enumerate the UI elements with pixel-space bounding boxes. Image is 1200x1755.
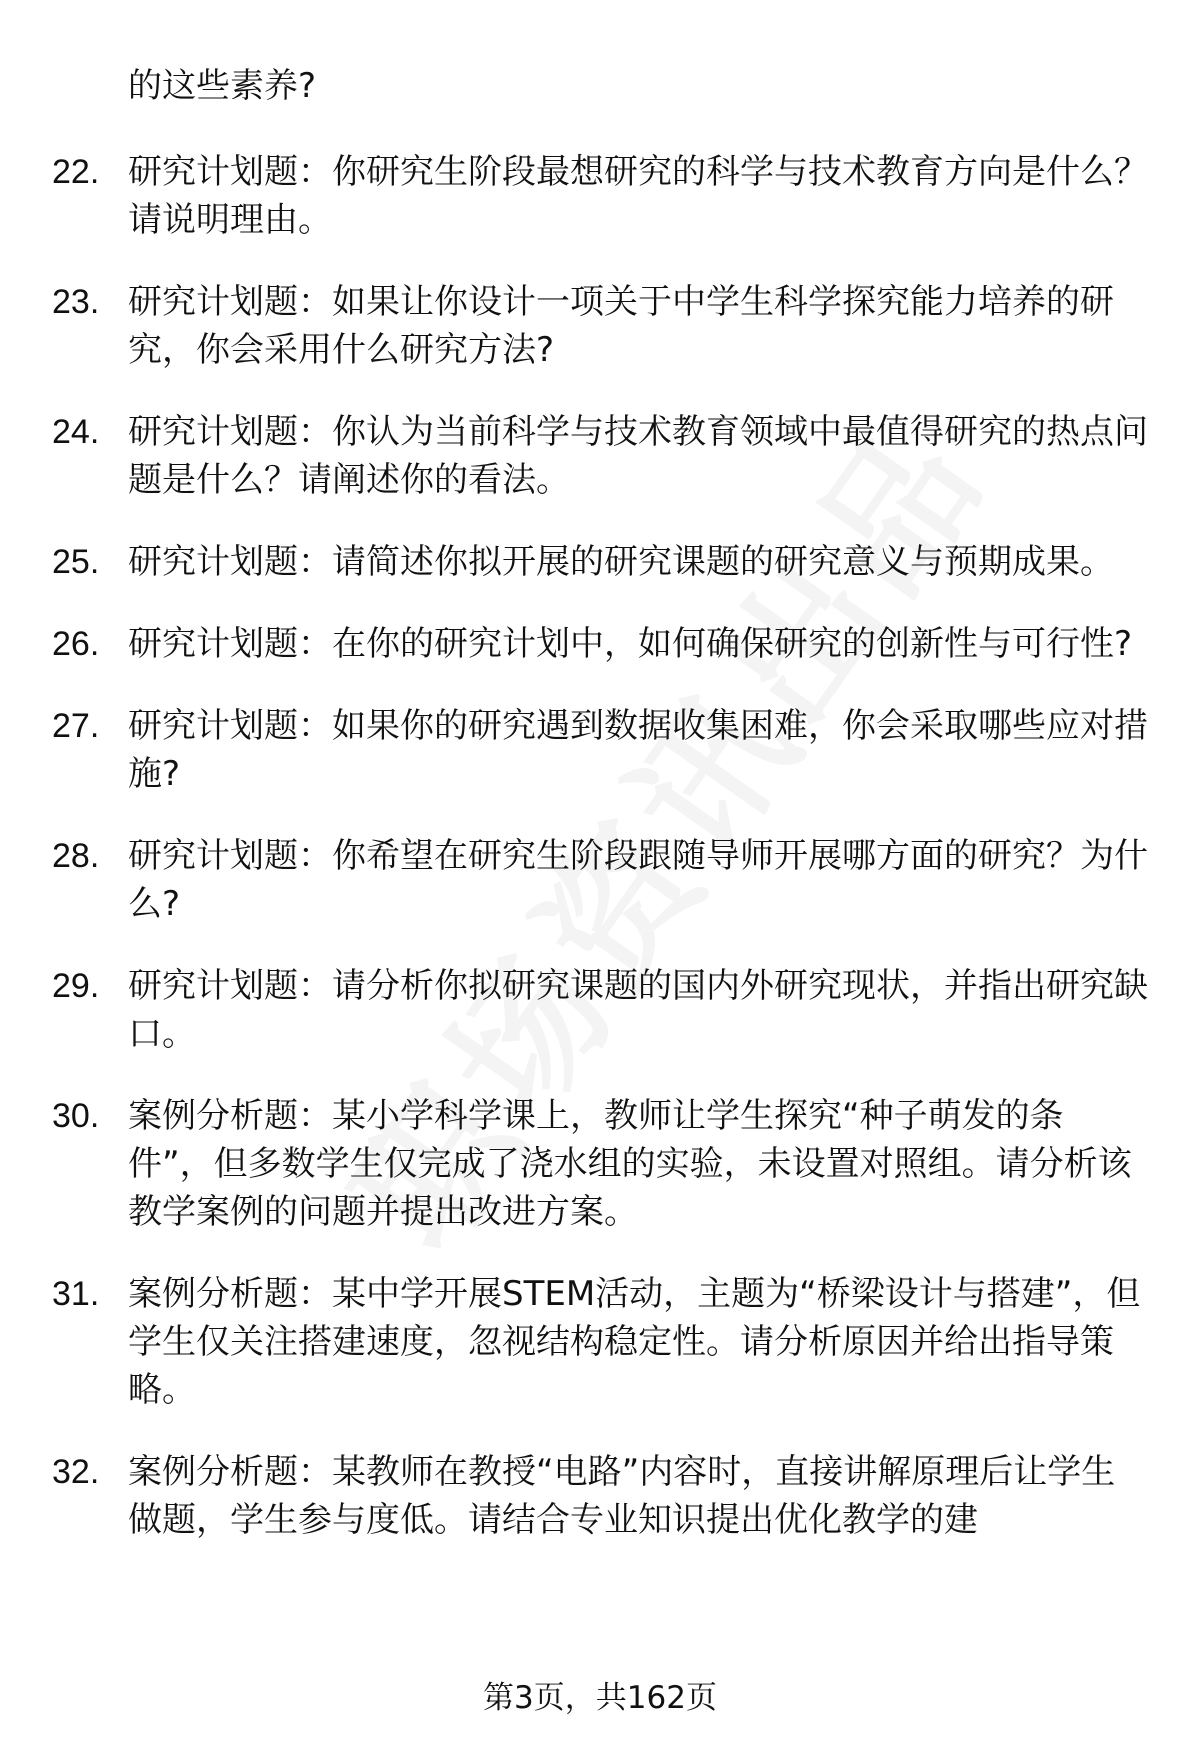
question-number: 27. [52, 707, 100, 745]
question-item [0, 278, 1200, 374]
question-item [0, 408, 1200, 504]
question-number: 26. [52, 625, 100, 663]
question-number: 23. [52, 283, 100, 321]
question-item [0, 538, 1200, 586]
question-number: 31. [52, 1275, 100, 1313]
question-number: 30. [52, 1097, 100, 1135]
question-text: 研究计划题：你认为当前科学与技术教育领域中最值得研究的热点问题是什么？请阐述你的看法。 [128, 412, 1148, 500]
question-item [0, 148, 1200, 244]
question-number: 32. [52, 1453, 100, 1491]
question-item [0, 1448, 1200, 1544]
question-text: 案例分析题：某中学开展STEM活动，主题为“桥梁设计与搭建”，但学生仅关注搭建速度，忽视结构稳定性。请分析原因并给出指导策略。 [128, 1274, 1141, 1410]
question-number: 29. [52, 967, 100, 1005]
page-footer: 第3页，共162页 [483, 1680, 717, 1716]
question-text: 案例分析题：某小学科学课上，教师让学生探究“种子萌发的条件”，但多数学生仅完成了浇水组的实验，未设置对照组。请分析该教学案例的问题并提出改进方案。 [128, 1096, 1132, 1232]
question-number: 24. [52, 413, 100, 451]
question-item [0, 1092, 1200, 1236]
question-number: 28. [52, 837, 100, 875]
question-item [0, 620, 1200, 668]
question-item [0, 832, 1200, 928]
question-number: 25. [52, 543, 100, 581]
question-number: 22. [52, 153, 100, 191]
question-text: 研究计划题：如果你的研究遇到数据收集困难，你会采取哪些应对措施? [128, 706, 1148, 794]
question-text: 案例分析题：某教师在教授“电路”内容时，直接讲解原理后让学生做题，学生参与度低。请结合专业知识提出优化教学的建 [128, 1452, 1116, 1540]
question-list [0, 148, 1200, 1578]
question-text: 研究计划题：如果让你设计一项关于中学生科学探究能力培养的研究，你会采用什么研究方法? [128, 282, 1114, 370]
question-text: 研究计划题：请简述你拟开展的研究课题的研究意义与预期成果。 [128, 542, 1114, 582]
continued-question-text: 的这些素养? [128, 66, 317, 106]
question-text: 研究计划题：你希望在研究生阶段跟随导师开展哪方面的研究？为什么? [128, 836, 1148, 924]
question-text: 研究计划题：在你的研究计划中，如何确保研究的创新性与可行性? [128, 624, 1133, 664]
question-text: 研究计划题：请分析你拟研究课题的国内外研究现状，并指出研究缺口。 [128, 966, 1148, 1054]
question-item [0, 702, 1200, 798]
question-text: 研究计划题：你研究生阶段最想研究的科学与技术教育方向是什么？请说明理由。 [128, 152, 1148, 240]
question-item [0, 962, 1200, 1058]
question-item [0, 1270, 1200, 1414]
